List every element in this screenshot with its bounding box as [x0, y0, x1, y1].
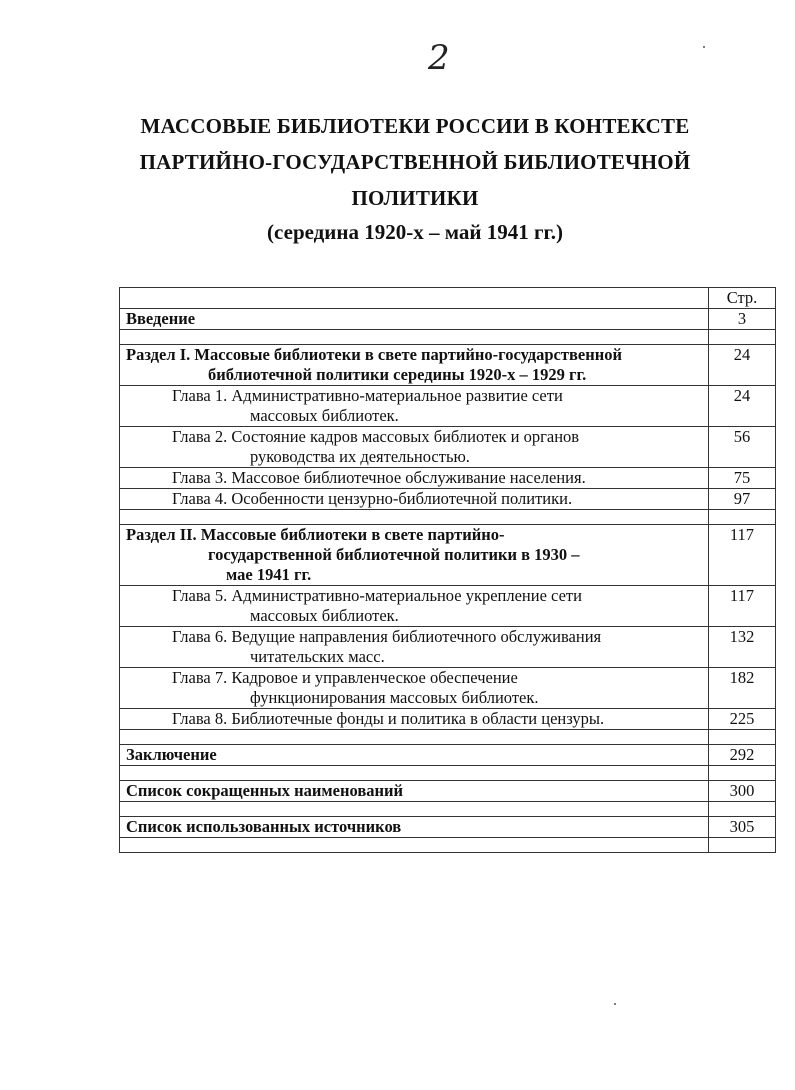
chapter-3-page: 75	[709, 468, 776, 489]
document-title	[120, 108, 710, 216]
toc-row-conclusion	[120, 745, 776, 766]
spacer-row	[120, 802, 776, 817]
chapter-4-page: 97	[709, 489, 776, 510]
abbreviations-label: Список сокращенных наименований	[120, 781, 709, 802]
section-1-title-line-2: библиотечной политики середины 1920-х – 1929 гг.	[208, 365, 587, 384]
section-2-title-line-2: государственной библиотечной политики в 1930 –	[208, 545, 580, 564]
toc-row-intro	[120, 309, 776, 330]
section-1-title-line-1: Раздел I. Массовые библиотеки в свете партийно-государственной	[126, 345, 622, 364]
toc-row-chapter-5	[120, 586, 776, 627]
toc-header-row	[120, 288, 776, 309]
title-line-3: ПОЛИТИКИ	[351, 186, 479, 210]
chapter-1-line-2: массовых библиотек.	[250, 406, 399, 425]
chapter-8-page: 225	[709, 709, 776, 730]
chapter-5-line-1: Глава 5. Административно-материальное укрепление сети	[172, 586, 582, 605]
chapter-2-page: 56	[709, 427, 776, 468]
chapter-8-line-1: Глава 8. Библиотечные фонды и политика в области цензуры.	[172, 709, 605, 728]
section-2-title-line-1: Раздел II. Массовые библиотеки в свете партийно-	[126, 525, 505, 544]
spacer-row	[120, 838, 776, 853]
page-column-header: Стр.	[709, 288, 776, 309]
chapter-7-line-2: функционирования массовых библиотек.	[250, 688, 539, 707]
spacer-row	[120, 330, 776, 345]
chapter-7-line-1: Глава 7. Кадровое и управленческое обеспечение	[172, 668, 518, 687]
chapter-2-line-2: руководства их деятельностью.	[250, 447, 470, 466]
section-1-page: 24	[709, 345, 776, 386]
document-subtitle: (середина 1920-х – май 1941 гг.)	[267, 220, 563, 244]
chapter-1-page: 24	[709, 386, 776, 427]
scan-speck	[703, 46, 705, 48]
toc-row-chapter-1	[120, 386, 776, 427]
chapter-6-line-1: Глава 6. Ведущие направления библиотечного обслуживания	[172, 627, 602, 646]
toc-row-section-1	[120, 345, 776, 386]
title-line-1: МАССОВЫЕ БИБЛИОТЕКИ РОССИИ В КОНТЕКСТЕ	[140, 114, 690, 138]
scan-speck	[614, 1003, 616, 1005]
handwritten-page-number: 2	[428, 38, 450, 78]
chapter-5-page: 117	[709, 586, 776, 627]
chapter-5-line-2: массовых библиотек.	[250, 606, 399, 625]
toc-row-chapter-6	[120, 627, 776, 668]
abbreviations-page: 300	[709, 781, 776, 802]
chapter-3-line-1: Глава 3. Массовое библиотечное обслуживание населения.	[172, 468, 586, 487]
table-of-contents	[119, 287, 776, 853]
chapter-6-page: 132	[709, 627, 776, 668]
toc-row-abbreviations	[120, 781, 776, 802]
toc-row-chapter-8	[120, 709, 776, 730]
section-2-page: 117	[709, 525, 776, 586]
intro-label: Введение	[120, 309, 709, 330]
conclusion-page: 292	[709, 745, 776, 766]
toc-row-section-2	[120, 525, 776, 586]
intro-page: 3	[709, 309, 776, 330]
sources-page: 305	[709, 817, 776, 838]
spacer-row	[120, 730, 776, 745]
chapter-6-line-2: читательских масс.	[250, 647, 385, 666]
spacer-row	[120, 510, 776, 525]
chapter-2-line-1: Глава 2. Состояние кадров массовых библиотек и органов	[172, 427, 580, 446]
toc-row-sources	[120, 817, 776, 838]
title-line-2: ПАРТИЙНО-ГОСУДАРСТВЕННОЙ БИБЛИОТЕЧНОЙ	[139, 150, 691, 174]
chapter-7-page: 182	[709, 668, 776, 709]
toc-row-chapter-4	[120, 489, 776, 510]
section-2-title-line-3: мае 1941 гг.	[226, 565, 312, 584]
chapter-4-line-1: Глава 4. Особенности цензурно-библиотечной политики.	[172, 489, 573, 508]
toc-row-chapter-3	[120, 468, 776, 489]
chapter-1-line-1: Глава 1. Административно-материальное развитие сети	[172, 386, 563, 405]
toc-row-chapter-7	[120, 668, 776, 709]
sources-label: Список использованных источников	[120, 817, 709, 838]
conclusion-label: Заключение	[120, 745, 709, 766]
toc-row-chapter-2	[120, 427, 776, 468]
spacer-row	[120, 766, 776, 781]
